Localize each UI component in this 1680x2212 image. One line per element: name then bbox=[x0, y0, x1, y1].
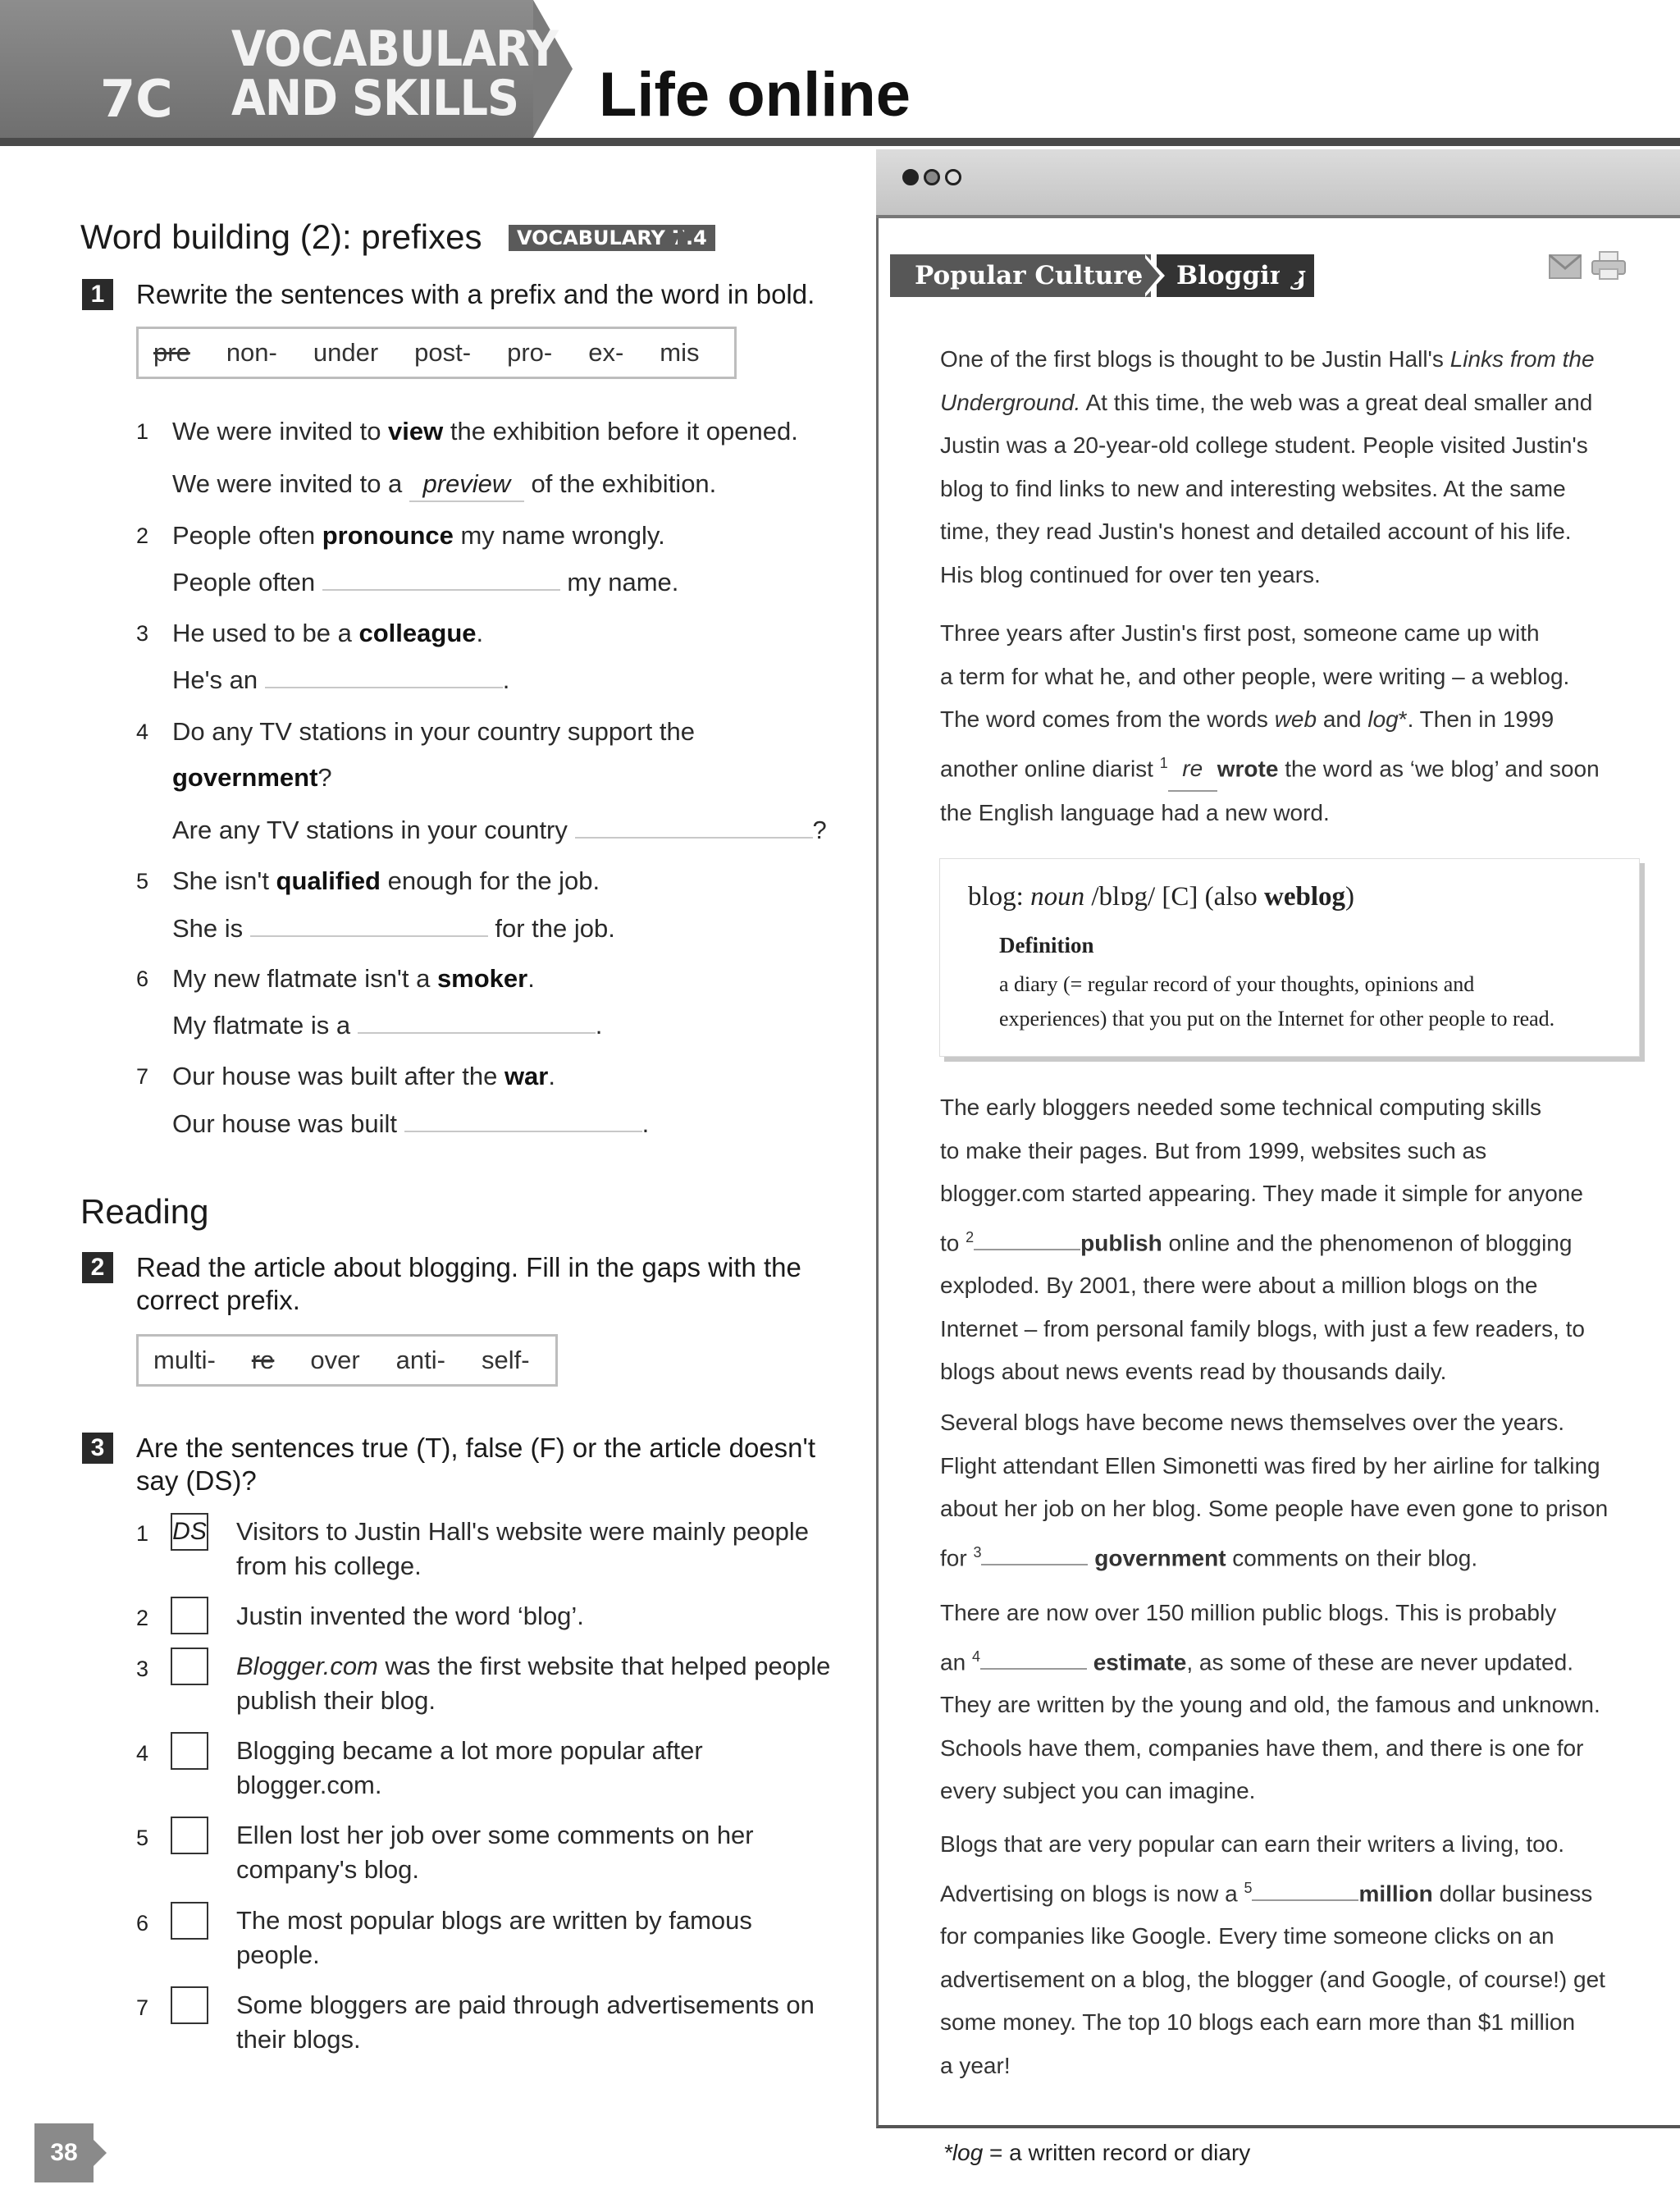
answer-field[interactable] bbox=[250, 911, 488, 937]
question-sentence: He used to be a colleague. bbox=[172, 619, 484, 647]
article-paragraph: Blogs that are very popular can earn their writers a living, too. Advertising on blogs is now a $^5$ million dollar business for companies like Google. Every time someone clicks on an advertisement on a blog, the blogger (and Google, of course!) get some money. The top 10 blogs each earn more than $1 million a year! bbox=[940, 1831, 1605, 2078]
window-maximize-dot-icon[interactable] bbox=[945, 169, 961, 185]
section-title-reading: Reading bbox=[80, 1192, 209, 1231]
question-number: 4 bbox=[136, 720, 149, 744]
question-number: 6 bbox=[136, 1911, 149, 1936]
question-number: 5 bbox=[136, 1826, 149, 1850]
prefix-word-box bbox=[136, 1334, 558, 1387]
question-number: 1 bbox=[136, 419, 149, 444]
exercise-number: 3 bbox=[82, 1433, 113, 1464]
article-paragraph: The early bloggers needed some technical computing skills to make their pages. But from 1999, websites such as blogger.com started appearing. They made it simple for anyone to $^2$ publish online and the phenomenon of blogging exploded. By 2001, there were about a million blogs on the Internet – from personal family blogs, with just a few readers, to blogs about news events read by thousands daily. bbox=[940, 1095, 1585, 1385]
answer-field[interactable] bbox=[322, 564, 560, 591]
browser-title-bar bbox=[876, 149, 1680, 218]
exercise-instruction: Are the sentences true (T), false (F) or the article doesn't bbox=[136, 1433, 815, 1463]
definition-label: Definition bbox=[999, 933, 1094, 957]
question-number: 2 bbox=[136, 523, 149, 548]
definition-text: a diary (= regular record of your thoughts, opinions and experiences) that you put on the Internet for other people to read. bbox=[999, 972, 1555, 1031]
question-sentence: People often pronounce my name wrongly. bbox=[172, 521, 665, 550]
dictionary-definition-box bbox=[939, 858, 1640, 1057]
question-sentence: My new flatmate isn't a smoker. bbox=[172, 964, 535, 993]
question-number: 7 bbox=[136, 1064, 149, 1089]
definition-headword: blog: noun /blɒg/ [C] (also weblog) bbox=[968, 882, 1355, 912]
question-sentence-cont: government? bbox=[172, 763, 332, 792]
question-number: 1 bbox=[136, 1521, 149, 1546]
prefix-option: mis bbox=[660, 338, 700, 367]
exercise-instruction: Read the article about blogging. Fill in the gaps with the bbox=[136, 1252, 801, 1282]
question-sentence: Do any TV stations in your country support the bbox=[172, 717, 695, 746]
article-paragraph: Three years after Justin's first post, someone came up with a term for what he, and other people, were writing – a weblog. The word comes from the words web and log*. Then in 1999 another online diarist $^1$ re wrote the word as ‘we blog’ and soon the English language had a new word. bbox=[940, 620, 1600, 826]
breadcrumb-popular-culture[interactable]: Popular Culture bbox=[890, 254, 1151, 297]
page-title: Life online bbox=[599, 60, 911, 130]
page-number-arrow bbox=[94, 2140, 107, 2166]
article-paragraph: There are now over 150 million public blogs. This is probably an $^4$ estimate, as some of these are never updated. They are written by the young and old, the famous and unknown. Schools have them, companies have them, and there is one for every subject you can imagine. bbox=[940, 1600, 1600, 1804]
statement: Visitors to Justin Hall's website were mainly people from his college. bbox=[236, 1517, 809, 1580]
exercise-instruction-cont: correct prefix. bbox=[136, 1285, 300, 1315]
prefix-option: anti- bbox=[395, 1346, 445, 1374]
statement: The most popular blogs are written by famous people. bbox=[236, 1906, 752, 1969]
header-vocabulary-label: VOCABULARY bbox=[231, 21, 559, 78]
exercise-number: 2 bbox=[82, 1252, 113, 1283]
answer-field[interactable] bbox=[404, 1106, 642, 1132]
mail-icon[interactable] bbox=[1549, 254, 1582, 283]
prefix-option: self- bbox=[481, 1346, 530, 1374]
window-close-dot-icon[interactable] bbox=[902, 169, 919, 185]
exercise-instruction-cont: say (DS)? bbox=[136, 1465, 257, 1496]
question-number: 2 bbox=[136, 1606, 149, 1630]
answer-box[interactable] bbox=[171, 1732, 208, 1770]
statement: Some bloggers are paid through advertisements on their blogs. bbox=[236, 1990, 815, 2054]
answer-box[interactable] bbox=[171, 1648, 208, 1685]
statement: Justin invented the word ‘blog’. bbox=[236, 1602, 584, 1630]
vocabulary-tag: VOCABULARY 7.4 bbox=[509, 225, 715, 251]
prefix-option: multi- bbox=[153, 1346, 216, 1374]
question-number: 3 bbox=[136, 621, 149, 646]
section-title-word-building: Word building (2): prefixes bbox=[80, 217, 482, 256]
question-number: 3 bbox=[136, 1657, 149, 1681]
print-icon[interactable] bbox=[1591, 251, 1626, 285]
statement: Ellen lost her job over some comments on her company's blog. bbox=[236, 1821, 754, 1884]
unit-number: 7C bbox=[100, 69, 173, 129]
statement: Blogging became a lot more popular after blogger.com. bbox=[236, 1736, 703, 1799]
answer-box[interactable] bbox=[171, 1817, 208, 1854]
answer-line: Our house was built . bbox=[172, 1106, 649, 1140]
exercise-instruction: Rewrite the sentences with a prefix and the word in bold. bbox=[136, 279, 815, 309]
answer-box[interactable] bbox=[171, 1986, 208, 2024]
vocabulary-tag-arrow bbox=[678, 225, 689, 251]
gap-answer[interactable] bbox=[1252, 1880, 1358, 1901]
question-number: 4 bbox=[136, 1741, 149, 1766]
answer-line: He's an . bbox=[172, 662, 509, 697]
prefix-option: pro- bbox=[507, 338, 553, 367]
answer-box[interactable] bbox=[171, 1902, 208, 1940]
prefix-option: re bbox=[251, 1346, 275, 1374]
question-number: 6 bbox=[136, 967, 149, 991]
question-sentence: Our house was built after the war. bbox=[172, 1062, 555, 1090]
window-minimize-dot-icon[interactable] bbox=[924, 169, 940, 185]
answer-field[interactable] bbox=[358, 1008, 596, 1034]
question-sentence: We were invited to view the exhibition before it opened. bbox=[172, 417, 798, 446]
gap-answer[interactable] bbox=[980, 1648, 1087, 1670]
answer-line: She is for the job. bbox=[172, 911, 615, 945]
gap-answer[interactable]: re bbox=[1168, 747, 1217, 793]
prefix-option: over bbox=[310, 1346, 360, 1374]
prefix-word-box bbox=[136, 327, 737, 379]
exercise-number: 1 bbox=[82, 279, 113, 310]
answer-box[interactable] bbox=[171, 1597, 208, 1634]
answer-field[interactable] bbox=[265, 662, 503, 688]
question-sentence: She isn't qualified enough for the job. bbox=[172, 866, 600, 895]
breadcrumb-separator-fill bbox=[1142, 254, 1160, 297]
answer-box[interactable]: DS bbox=[171, 1513, 208, 1551]
article-paragraph: One of the first blogs is thought to be Justin Hall's Links from the Underground. At this time, the web was a great deal smaller and Justin was a 20-year-old college student. People visited Justin's blog to find links to new and interesting websites. At the same time, they read Justin's honest and detailed account of his life. His blog continued for over ten years. bbox=[940, 346, 1595, 587]
footnote: *log = a written record or diary bbox=[943, 2140, 1251, 2165]
question-number: 7 bbox=[136, 1995, 149, 2020]
answer-line: People often my name. bbox=[172, 564, 678, 599]
prefix-option: pre bbox=[153, 338, 190, 367]
breadcrumb-blogging[interactable]: Blogging bbox=[1157, 254, 1314, 297]
question-number: 5 bbox=[136, 869, 149, 893]
gap-answer[interactable] bbox=[981, 1544, 1088, 1565]
answer-line: My flatmate is a . bbox=[172, 1008, 602, 1042]
article-paragraph: Several blogs have become news themselves over the years. Flight attendant Ellen Simonetti was fired by her airline for talking about her job on her blog. Some people have even gone to prison for $^3$ government comments on their blog. bbox=[940, 1410, 1609, 1570]
header-skills-label: AND SKILLS bbox=[231, 70, 519, 127]
prefix-option: post- bbox=[414, 338, 472, 367]
answer-field[interactable]: preview bbox=[409, 468, 524, 502]
answer-line: We were invited to a preview of the exhibition. bbox=[172, 468, 716, 502]
statement: Blogger.com was the first website that helped people publish their blog. bbox=[236, 1652, 831, 1715]
page-number: 38 bbox=[50, 2139, 78, 2166]
header-divider bbox=[0, 138, 1680, 146]
breadcrumb-arrow bbox=[1280, 254, 1303, 297]
prefix-option: under bbox=[313, 338, 379, 367]
prefix-option: ex- bbox=[588, 338, 624, 367]
gap-answer[interactable] bbox=[974, 1229, 1080, 1250]
answer-line: Are any TV stations in your country ? bbox=[172, 812, 827, 847]
prefix-option: non- bbox=[226, 338, 277, 367]
answer-field[interactable] bbox=[575, 812, 813, 839]
